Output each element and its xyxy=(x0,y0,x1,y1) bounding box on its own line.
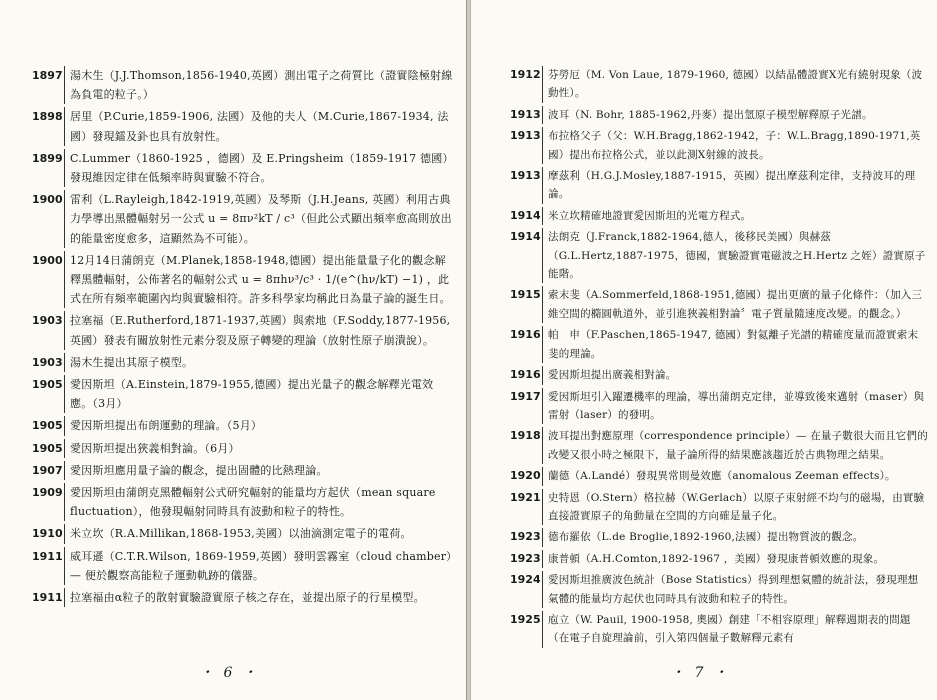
timeline-entry xyxy=(32,439,454,458)
timeline-entry xyxy=(32,416,454,435)
timeline-entry xyxy=(32,190,454,248)
entry-year: 1921 xyxy=(510,490,541,504)
entry-year: 1914 xyxy=(510,208,541,222)
entry-text: 蘭德（A.Landé）發現異常則曼效應（anomalous Zeeman effects）。 xyxy=(542,467,928,485)
entry-year: 1907 xyxy=(32,463,63,477)
entry-text: 米立坎（R.A.Millikan,1868-1953,美國）以油滴測定電子的電荷。 xyxy=(64,524,454,543)
timeline-entry xyxy=(32,483,454,521)
entry-text: 法朗克（J.Franck,1882-1964,德人，後移民美國）與赫茲（G.L.Hertz,1887-1975，德國，實驗證實電磁波之H.Hertz 之姪）證實原子能階。 xyxy=(542,228,928,283)
timeline-entry xyxy=(510,366,928,384)
entry-text: 愛因斯坦引入躍遷機率的理論，導出蒲朗克定律，並導致後來邁射（maser）與雷射（laser）的發明。 xyxy=(542,388,928,425)
entry-year: 1905 xyxy=(32,419,63,433)
entry-year: 1920 xyxy=(510,469,541,483)
entry-year: 1903 xyxy=(32,355,63,369)
timeline-entry xyxy=(510,228,928,283)
right-page xyxy=(471,0,937,700)
timeline-entry xyxy=(32,107,454,145)
left-page xyxy=(0,0,466,700)
timeline-entry xyxy=(510,207,928,225)
entry-text: C.Lummer（1860-1925 ，德國）及 E.Pringsheim（1859-1917 德國）發現維因定律在低頻率時與實驗不符合。 xyxy=(64,149,454,187)
timeline-entry xyxy=(32,149,454,187)
entry-text: 波耳提出對應原理（correspondence principle）— 在量子數很大而且它們的改變又很小時之極限下，量子論所得的結果應該趨近於古典物理之結果。 xyxy=(542,427,928,464)
entry-year: 1917 xyxy=(510,389,541,403)
timeline-entry xyxy=(510,528,928,546)
entry-text: 愛因斯坦推廣波色統計（Bose Statistics）得到理想氣體的統計法，發現理想氣體的能量均方起伏也同時具有波動和粒子的特性。 xyxy=(542,571,928,608)
entry-text: 索末斐（A.Sommerfeld,1868-1951,德國）提出更廣的量子化條件：（加入三維空間的橢圓軌道外，並引進狹義相對論〞電子質量隨速度改變。的觀念。） xyxy=(542,286,928,323)
entry-year: 1898 xyxy=(32,110,63,124)
entry-text: 愛因斯坦應用量子論的觀念，提出固體的比熱理論。 xyxy=(64,461,454,480)
right-timeline xyxy=(510,66,928,651)
timeline-entry xyxy=(510,66,928,103)
page-number-left: ・6・ xyxy=(199,665,267,681)
timeline-entry xyxy=(32,251,454,309)
entry-text: 波耳（N. Bohr, 1885-1962,丹麥）提出氫原子模型解釋原子光譜。 xyxy=(542,106,928,124)
entry-text: 庖立（W. Pauil, 1900-1958, 奧國）創建「不相容原理」解釋週期表的問題（在電子自旋理論前，引入第四個量子數解釋元素有 xyxy=(542,611,928,648)
entry-text: 德布羅依（L.de Broglie,1892-1960,法國）提出物質波的觀念。 xyxy=(542,528,928,546)
entry-text: 摩茲利（H.G.J.Mosley,1887-1915，英國）提出摩茲利定律，支持波耳的理論。 xyxy=(542,167,928,204)
timeline-entry xyxy=(32,524,454,543)
entry-year: 1924 xyxy=(510,573,541,587)
timeline-entry xyxy=(510,106,928,124)
entry-text: 拉塞福由α粒子的散射實驗證實原子核之存在，並提出原子的行星模型。 xyxy=(64,588,454,607)
entry-year: 1910 xyxy=(32,527,63,541)
entry-year: 1918 xyxy=(510,429,541,443)
timeline-entry xyxy=(510,611,928,648)
timeline-entry xyxy=(510,467,928,485)
entry-year: 1911 xyxy=(32,591,63,605)
timeline-entry xyxy=(510,388,928,425)
left-timeline xyxy=(32,66,454,610)
page-number-right: ・7・ xyxy=(670,665,738,681)
entry-year: 1897 xyxy=(32,69,63,82)
entry-year: 1925 xyxy=(510,612,541,626)
entry-year: 1909 xyxy=(32,486,63,500)
entry-year: 1914 xyxy=(510,230,541,244)
entry-year: 1913 xyxy=(510,129,541,143)
timeline-entry xyxy=(32,311,454,349)
entry-year: 1923 xyxy=(510,551,541,565)
entry-text: 愛因斯坦由蒲朗克黑體輻射公式研究輻射的能量均方起伏（mean square fluctuation），他發現輻射同時具有波動和粒子的特性。 xyxy=(64,483,454,521)
timeline-entry xyxy=(510,326,928,363)
timeline-entry xyxy=(510,489,928,526)
entry-year: 1915 xyxy=(510,288,541,302)
entry-text: 湯木生（J.J.Thomson,1856-1940,英國）測出電子之荷質比（證實陰極射線為負電的粒子。） xyxy=(64,66,454,104)
entry-text: 愛因斯坦（A.Einstein,1879-1955,德國）提出光量子的觀念解釋光電效應。（3月） xyxy=(64,375,454,413)
timeline-entry xyxy=(32,353,454,372)
entry-year: 1911 xyxy=(32,549,63,563)
timeline-entry xyxy=(510,286,928,323)
timeline-entry xyxy=(510,550,928,568)
timeline-entry xyxy=(32,588,454,607)
timeline-entry xyxy=(32,66,454,104)
entry-text: 愛因斯坦提出廣義相對論。 xyxy=(542,366,928,384)
entry-year: 1900 xyxy=(32,193,63,207)
timeline-entry xyxy=(32,461,454,480)
entry-year: 1900 xyxy=(32,253,63,267)
entry-text: 史特恩（O.Stern）格拉赫（W.Gerlach）以原子束射經不均勻的磁場，由實驗直接證實原子的角動量在空間的方向確是量子化。 xyxy=(542,489,928,526)
entry-text: 居里（P.Curie,1859-1906, 法國）及他的夫人（M.Curie,1867-1934, 法國）發現鐳及釙也具有放射性。 xyxy=(64,107,454,145)
entry-year: 1916 xyxy=(510,328,541,342)
entry-year: 1899 xyxy=(32,151,63,165)
entry-text: 愛因斯坦提出布朗運動的理論。（5月） xyxy=(64,416,454,435)
entry-year: 1905 xyxy=(32,378,63,392)
timeline-entry xyxy=(510,127,928,164)
entry-year: 1912 xyxy=(510,68,541,81)
entry-year: 1923 xyxy=(510,530,541,544)
entry-text: 雷利（L.Rayleigh,1842-1919,英國）及琴斯（J.H.Jeans, 英國）利用古典力學導出黑體輻射另一公式 u = 8πν²kT / c³（但此公式顯出頻率愈高則放出的能量密度愈多，這顯然為不可能）。 xyxy=(64,190,454,248)
entry-text: 康普頓（A.H.Comton,1892-1967 ，美國）發現康普頓效應的現象。 xyxy=(542,550,928,568)
entry-year: 1913 xyxy=(510,169,541,183)
entry-year: 1913 xyxy=(510,107,541,121)
entry-text: 威耳遜（C.T.R.Wilson, 1869-1959,英國）發明雲霧室（cloud chamber）— 便於觀察高能粒子運動軌跡的儀器。 xyxy=(64,547,454,585)
entry-text: 湯木生提出其原子模型。 xyxy=(64,353,454,372)
entry-text: 12月14日蒲朗克（M.Planek,1858-1948,德國）提出能量量子化的觀念解釋黑體輻射，公佈著名的輻射公式 u = 8πhν³/c³ · 1/(e^(hν/kT) −1) ，此式在所有頻率範圍內均與實驗相符。許多科學家均稱此日為量子論的誕生日。 xyxy=(64,251,454,309)
entry-text: 愛因斯坦提出狹義相對論。（6月） xyxy=(64,439,454,458)
entry-text: 布拉格父子（父：W.H.Bragg,1862-1942，子：W.L.Bragg,1890-1971,英國）提出布拉格公式，並以此測X射線的波長。 xyxy=(542,127,928,164)
entry-text: 拉塞福（E.Rutherford,1871-1937,英國）與索地（F.Soddy,1877-1956,英國）發表有關放射性元素分裂及原子轉變的理論（放射性原子崩潰說）。 xyxy=(64,311,454,349)
entry-text: 帕 申（F.Paschen,1865-1947, 德國）對氦離子光譜的精確度量而證實索末斐的理論。 xyxy=(542,326,928,363)
timeline-entry xyxy=(510,427,928,464)
timeline-entry xyxy=(32,375,454,413)
timeline-entry xyxy=(510,167,928,204)
entry-year: 1916 xyxy=(510,368,541,382)
entry-year: 1905 xyxy=(32,441,63,455)
timeline-entry xyxy=(32,547,454,585)
entry-text: 芬勞厄（M. Von Laue, 1879-1960, 德國）以結晶體證實X光有繞射現象（波動性）。 xyxy=(542,66,928,103)
entry-text: 米立坎精確地證實愛因斯坦的光電方程式。 xyxy=(542,207,928,225)
entry-year: 1903 xyxy=(32,314,63,328)
timeline-entry xyxy=(510,571,928,608)
